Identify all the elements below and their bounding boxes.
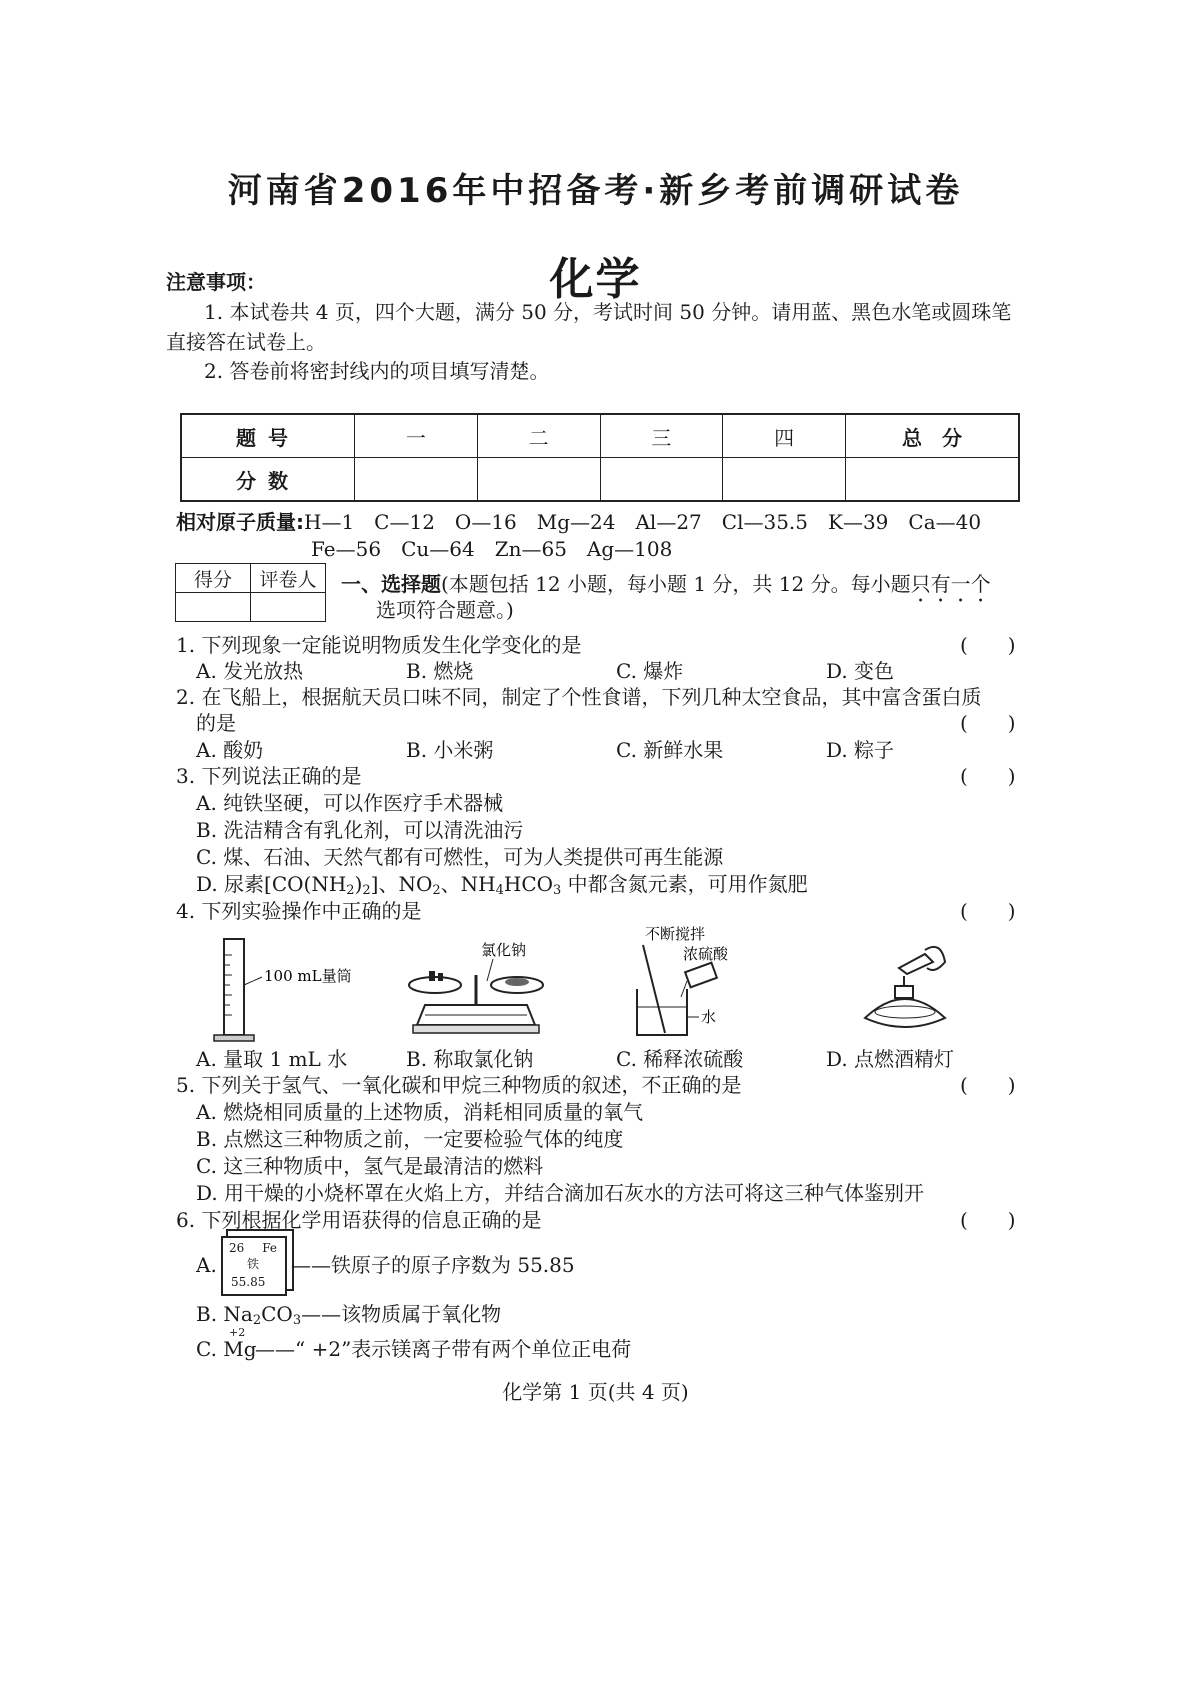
question-6-answer-paren[interactable]: ( ) xyxy=(960,1208,1016,1232)
question-4-stem: 4. 下列实验操作中正确的是 xyxy=(176,899,422,923)
grader-name-cell[interactable] xyxy=(251,593,326,622)
notice-heading: 注意事项： xyxy=(166,270,266,294)
question-4-option-d: D. 点燃酒精灯 xyxy=(826,1047,955,1071)
question-3-option-a: A. 纯铁坚硬，可以作医疗手术器械 xyxy=(196,791,504,815)
question-2-stem-cont: 的是 xyxy=(196,711,236,735)
section-1-emphasis: 只有一个 xyxy=(910,572,991,596)
figure-alcohol-lamp xyxy=(855,940,965,1040)
question-5-stem: 5. 下列关于氢气、一氧化碳和甲烷三种物质的叙述，不正确的是 xyxy=(176,1073,742,1097)
grader-box xyxy=(175,563,326,622)
question-6-option-a-letter: A. xyxy=(196,1253,217,1277)
exam-title: 河南省2016年中招备考·新乡考前调研试卷 xyxy=(227,171,964,211)
question-4-answer-paren[interactable]: ( ) xyxy=(960,899,1016,923)
notice-item-2: 2. 答卷前将密封线内的项目填写清楚。 xyxy=(204,359,550,383)
score-col-4: 四 xyxy=(723,414,846,458)
score-col-total: 总 分 xyxy=(846,414,1020,458)
score-col-2: 二 xyxy=(477,414,600,458)
grader-score-label: 得分 xyxy=(176,564,251,593)
question-5-option-b: B. 点燃这三种物质之前，一定要检验气体的纯度 xyxy=(196,1127,624,1151)
question-2-stem: 2. 在飞船上，根据航天员口味不同，制定了个性食谱，下列几种太空食品，其中富含蛋白质 xyxy=(176,685,982,709)
question-6-stem: 6. 下列根据化学用语获得的信息正确的是 xyxy=(176,1208,542,1232)
atomic-mass-values-1: H—1 C—12 O—16 Mg—24 Al—27 Cl—35.5 K—39 Ca—40 xyxy=(304,510,982,534)
figure-c-label-acid: 浓硫酸 xyxy=(683,945,729,963)
notice-item-1: 1. 本试卷共 4 页，四个大题，满分 50 分，考试时间 50 分钟。请用蓝、黑色水笔或圆珠笔 xyxy=(204,300,1012,324)
score-cell-4[interactable] xyxy=(723,458,846,502)
score-table xyxy=(180,413,1020,502)
question-1-option-a: A. 发光放热 xyxy=(196,659,304,683)
question-2-option-a: A. 酸奶 xyxy=(196,738,264,762)
question-5-option-a: A. 燃烧相同质量的上述物质，消耗相同质量的氧气 xyxy=(196,1100,644,1124)
notice-item-1-cont: 直接答在试卷上。 xyxy=(166,330,326,354)
figure-dilution-beaker xyxy=(625,925,755,1045)
question-3-answer-paren[interactable]: ( ) xyxy=(960,764,1016,788)
page-footer: 化学第 1 页(共 4 页) xyxy=(502,1380,689,1404)
question-5-answer-paren[interactable]: ( ) xyxy=(960,1073,1016,1097)
question-3-option-d: D. 尿素$[CO(NH_2)_2]$、$NO_2$、$NH_4HCO_3$ 中都含氮元素，可用作氮肥 xyxy=(196,872,808,898)
question-2-answer-paren[interactable]: ( ) xyxy=(960,711,1016,735)
question-5-option-c: C. 这三种物质中，氢气是最清洁的燃料 xyxy=(196,1154,544,1178)
question-3-option-c: C. 煤、石油、天然气都有可燃性，可为人类提供可再生能源 xyxy=(196,845,724,869)
score-cell-2[interactable] xyxy=(477,458,600,502)
score-col-3: 三 xyxy=(600,414,723,458)
tile-name: 铁 xyxy=(247,1257,260,1271)
score-row-label: 分数 xyxy=(181,458,355,502)
question-3-option-b: B. 洗洁精含有乳化剂，可以清洗油污 xyxy=(196,818,524,842)
score-cell-1[interactable] xyxy=(355,458,478,502)
figure-a-label: 100 mL量筒 xyxy=(264,967,352,985)
subject-title: 化学 xyxy=(549,254,642,305)
element-tile-iron xyxy=(221,1236,287,1296)
question-6-valence-sup: +2 xyxy=(229,1326,246,1339)
question-6-option-a-text: ——铁原子的原子序数为 55.85 xyxy=(291,1253,575,1277)
question-6-option-c-text: ——“ +2”表示镁离子带有两个单位正电荷 xyxy=(255,1337,632,1361)
question-1-option-c: C. 爆炸 xyxy=(616,659,684,683)
question-2-option-d: D. 粽子 xyxy=(826,738,895,762)
figure-balance-scale xyxy=(405,935,555,1045)
question-4-option-a: A. 量取 1 mL 水 xyxy=(196,1047,348,1071)
atomic-mass-line-1 xyxy=(176,509,981,535)
question-1-option-d: D. 变色 xyxy=(826,659,895,683)
tile-mass: 55.85 xyxy=(231,1275,266,1289)
section-1-desc-cont: 选项符合题意。) xyxy=(376,598,514,622)
question-2-option-c: C. 新鲜水果 xyxy=(616,738,724,762)
atomic-mass-line-2: Fe—56 Cu—64 Zn—65 Ag—108 xyxy=(311,537,673,561)
atomic-mass-label: 相对原子质量: xyxy=(176,510,304,534)
question-5-option-d: D. 用干燥的小烧杯罩在火焰上方，并结合滴加石灰水的方法可将这三种气体鉴别开 xyxy=(196,1181,925,1205)
question-1-answer-paren[interactable]: ( ) xyxy=(960,633,1016,657)
score-cell-3[interactable] xyxy=(600,458,723,502)
figure-c-label-water: 水 xyxy=(701,1008,717,1026)
score-cell-total[interactable] xyxy=(846,458,1020,502)
question-3-stem: 3. 下列说法正确的是 xyxy=(176,764,362,788)
question-2-option-b: B. 小米粥 xyxy=(406,738,494,762)
question-1-stem: 1. 下列现象一定能说明物质发生化学变化的是 xyxy=(176,633,582,657)
score-table-header-label: 题号 xyxy=(181,414,355,458)
tile-symbol: Fe xyxy=(262,1241,277,1255)
question-1-option-b: B. 燃烧 xyxy=(406,659,474,683)
question-4-option-b: B. 称取氯化钠 xyxy=(406,1047,534,1071)
section-1-title: 一、选择题 xyxy=(341,572,441,596)
figure-c-label-stir: 不断搅拌 xyxy=(645,925,706,943)
tile-atomic-number: 26 xyxy=(229,1241,245,1255)
question-6-option-c: C. Mg xyxy=(196,1337,257,1361)
grader-name-label: 评卷人 xyxy=(251,564,326,593)
figure-b-label: 氯化钠 xyxy=(481,941,527,959)
question-4-option-c: C. 稀释浓硫酸 xyxy=(616,1047,744,1071)
figure-graduated-cylinder xyxy=(210,935,380,1045)
section-1-desc: (本题包括 12 小题，每小题 1 分，共 12 分。每小题 xyxy=(441,572,911,596)
question-6-option-b: B. $Na_2CO_3——$该物质属于氧化物 xyxy=(196,1302,502,1328)
grader-score-cell[interactable] xyxy=(176,593,251,622)
score-col-1: 一 xyxy=(355,414,478,458)
